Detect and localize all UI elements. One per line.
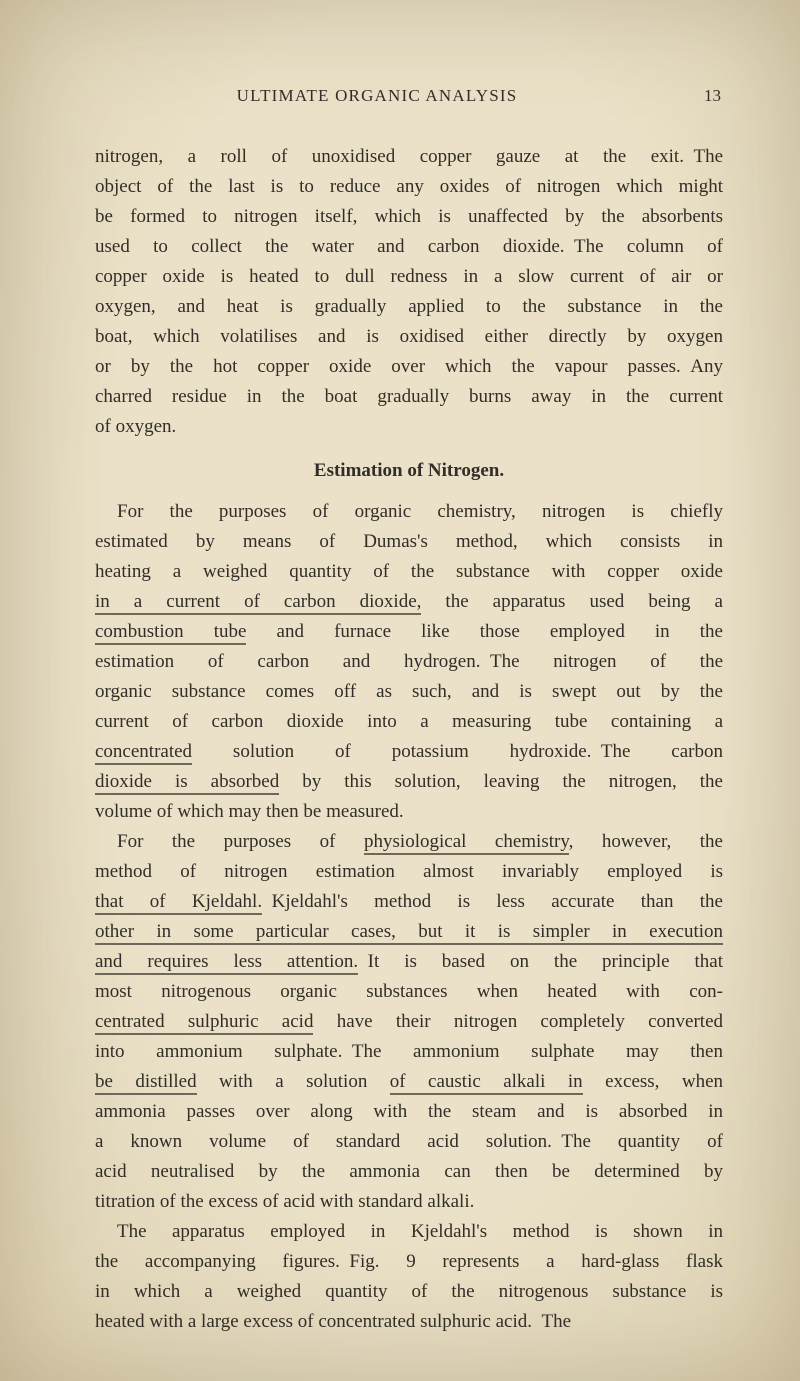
- text-line: [95, 382, 723, 412]
- text-line: [95, 887, 723, 917]
- section-heading: Estimation of Nitrogen.: [313, 460, 505, 481]
- text-line: [95, 767, 723, 797]
- text-segment: solution of potassium hydroxide. The carbon: [192, 741, 723, 762]
- text-segment: nitrogen, a roll of unoxidised copper gauze at the exit. The: [95, 146, 723, 167]
- paragraph: [95, 142, 723, 442]
- text-segment: by this solution, leaving the nitrogen, the: [279, 771, 723, 792]
- text-segment: boat, which volatilises and is oxidised either directly by oxygen: [95, 326, 723, 347]
- text-segment: and furnace like those employed in the: [246, 621, 723, 642]
- text-line: [95, 497, 723, 527]
- pencil-underlined-text: centrated sulphuric acid: [95, 1011, 313, 1035]
- text-segment: copper oxide is heated to dull redness in a slow current of air or: [95, 266, 723, 287]
- text-line: [95, 677, 723, 707]
- text-segment: It is based on the principle that: [358, 951, 724, 972]
- text-segment: , however, the: [568, 831, 723, 852]
- text-segment: object of the last is to reduce any oxides of nitrogen which might: [95, 176, 723, 197]
- text-segment: the accompanying figures. Fig. 9 represents a hard-glass flask: [95, 1251, 723, 1272]
- text-segment: The apparatus employed in Kjeldahl's method is shown in: [117, 1221, 723, 1242]
- pencil-underlined-text: that of Kjeldahl.: [95, 891, 262, 915]
- text-segment: the apparatus used being a: [421, 591, 723, 612]
- text-segment: For the purposes of organic chemistry, nitrogen is chiefly: [117, 501, 723, 522]
- pencil-underlined-text: in a current of carbon dioxide,: [95, 591, 421, 615]
- pencil-underlined-text: combustion tube: [95, 621, 246, 645]
- text-line: [95, 587, 723, 617]
- page-number: 13: [704, 86, 721, 105]
- text-line: [95, 142, 723, 172]
- text-segment: organic substance comes off as such, and is swept out by the: [95, 681, 723, 702]
- pencil-underlined-text: concentrated: [95, 741, 192, 765]
- text-segment: a known volume of standard acid solution. The quantity of: [95, 1131, 723, 1152]
- text-segment: acid neutralised by the ammonia can then be determined by: [95, 1161, 723, 1182]
- text-segment: heated with a large excess of concentrated sulphuric acid. The: [95, 1311, 572, 1332]
- text-line: [95, 1097, 723, 1127]
- text-line: [95, 1187, 723, 1217]
- text-line: [95, 1067, 723, 1097]
- pencil-underlined-text: physiological chemistry: [364, 831, 569, 855]
- text-line: [95, 262, 723, 292]
- text-line: [95, 1277, 723, 1307]
- text-line: [95, 827, 723, 857]
- text-segment: For the purposes of: [117, 831, 365, 852]
- text-segment: or by the hot copper oxide over which the vapour passes. Any: [95, 356, 723, 377]
- text-line: [95, 707, 723, 737]
- text-segment: have their nitrogen completely converted: [313, 1011, 723, 1032]
- text-line: [95, 1247, 723, 1277]
- text-segment: with a solution: [196, 1071, 390, 1092]
- pencil-underlined-text: and requires less attention.: [95, 951, 358, 975]
- text-line: [95, 947, 723, 977]
- text-segment: heating a weighed quantity of the substance with copper oxide: [95, 561, 723, 582]
- running-title: ULTIMATE ORGANIC ANALYSIS: [236, 86, 518, 105]
- pencil-underlined-text: dioxide is absorbed: [95, 771, 279, 795]
- text-line: [95, 232, 723, 262]
- text-segment: estimated by means of Dumas's method, which consists in: [95, 531, 723, 552]
- page-body: [95, 142, 723, 1337]
- text-line: [95, 1037, 723, 1067]
- text-segment: charred residue in the boat gradually burns away in the current: [95, 386, 723, 407]
- text-segment: into ammonium sulphate. The ammonium sulphate may then: [95, 1041, 723, 1062]
- text-segment: be formed to nitrogen itself, which is unaffected by the absorbents: [95, 206, 723, 227]
- text-segment: volume of which may then be measured.: [95, 801, 404, 822]
- text-line: [95, 1217, 723, 1247]
- text-line: [95, 857, 723, 887]
- text-segment: most nitrogenous organic substances when heated with con-: [95, 981, 723, 1002]
- text-line: [95, 977, 723, 1007]
- text-segment: estimation of carbon and hydrogen. The nitrogen of the: [95, 651, 723, 672]
- text-line: [95, 557, 723, 587]
- text-line: [95, 797, 723, 827]
- text-line: [95, 1307, 723, 1337]
- text-line: [95, 1127, 723, 1157]
- text-segment: in which a weighed quantity of the nitrogenous substance is: [95, 1281, 723, 1302]
- text-segment: current of carbon dioxide into a measuring tube containing a: [95, 711, 723, 732]
- text-segment: oxygen, and heat is gradually applied to the substance in the: [95, 296, 723, 317]
- text-line: [95, 202, 723, 232]
- text-line: [95, 647, 723, 677]
- text-line: [95, 1007, 723, 1037]
- paragraph: [95, 1217, 723, 1337]
- paragraph: [95, 827, 723, 1217]
- text-segment: excess, when: [582, 1071, 723, 1092]
- text-line: [95, 292, 723, 322]
- text-line: [95, 737, 723, 767]
- paragraph: [95, 497, 723, 827]
- text-line: [95, 1157, 723, 1187]
- text-line: [95, 352, 723, 382]
- pencil-underlined-text: be distilled: [95, 1071, 197, 1095]
- text-segment: of oxygen.: [95, 416, 177, 437]
- text-segment: Kjeldahl's method is less accurate than the: [262, 891, 723, 912]
- text-line: [95, 172, 723, 202]
- page-header: [95, 86, 723, 110]
- pencil-underlined-text: of caustic alkali in: [390, 1071, 583, 1095]
- text-line: [95, 617, 723, 647]
- text-line: [95, 322, 723, 352]
- text-segment: titration of the excess of acid with standard alkali.: [95, 1191, 475, 1212]
- text-line: [95, 412, 723, 442]
- text-segment: method of nitrogen estimation almost invariably employed is: [95, 861, 723, 882]
- text-segment: used to collect the water and carbon dioxide. The column of: [95, 236, 723, 257]
- text-line: [95, 917, 723, 947]
- pencil-underlined-text: other in some particular cases, but it is simpler in execution: [95, 921, 723, 945]
- text-line: [95, 527, 723, 557]
- text-segment: ammonia passes over along with the steam and is absorbed in: [95, 1101, 723, 1122]
